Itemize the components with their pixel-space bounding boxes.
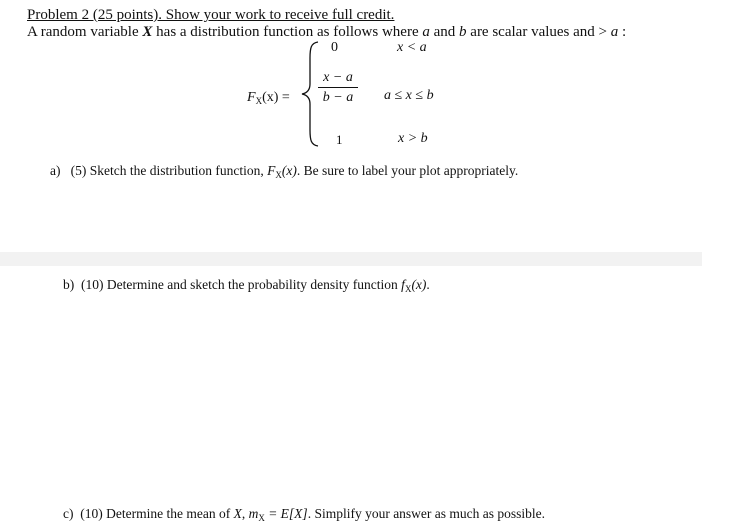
fraction-denominator: b − a: [322, 90, 354, 105]
fraction-bar: [318, 87, 358, 88]
function-lhs: $F_X(x)$ =: [247, 90, 290, 106]
case-linear-fraction: [318, 69, 358, 106]
case-zero-value: 0: [331, 40, 338, 55]
problem-intro: A random variable X has a distribution function as follows where a and b are scalar values and > a :: [27, 24, 627, 40]
problem-title: Problem 2 (25 points). Show your work to receive full credit.: [27, 7, 395, 23]
page-separator-band: [0, 252, 702, 266]
part-c-question: c) (10) Determine the mean of X, $m_X = E[X]$. Simplify your answer as much as possible.: [63, 506, 546, 523]
part-b-question: b) (10) Determine and sketch the probability density function $f_X(x)$.: [63, 277, 430, 294]
case-linear-condition: a ≤ x ≤ b: [384, 88, 434, 103]
fraction-numerator: x − a: [323, 70, 353, 85]
case-zero-condition: x < a: [397, 40, 427, 55]
part-a-question: a) (5) Sketch the distribution function, $F_X(x)$. Be sure to label your plot appropriately.: [50, 163, 519, 180]
case-one-value: 1: [336, 132, 343, 147]
case-one-condition: x > b: [398, 131, 428, 146]
